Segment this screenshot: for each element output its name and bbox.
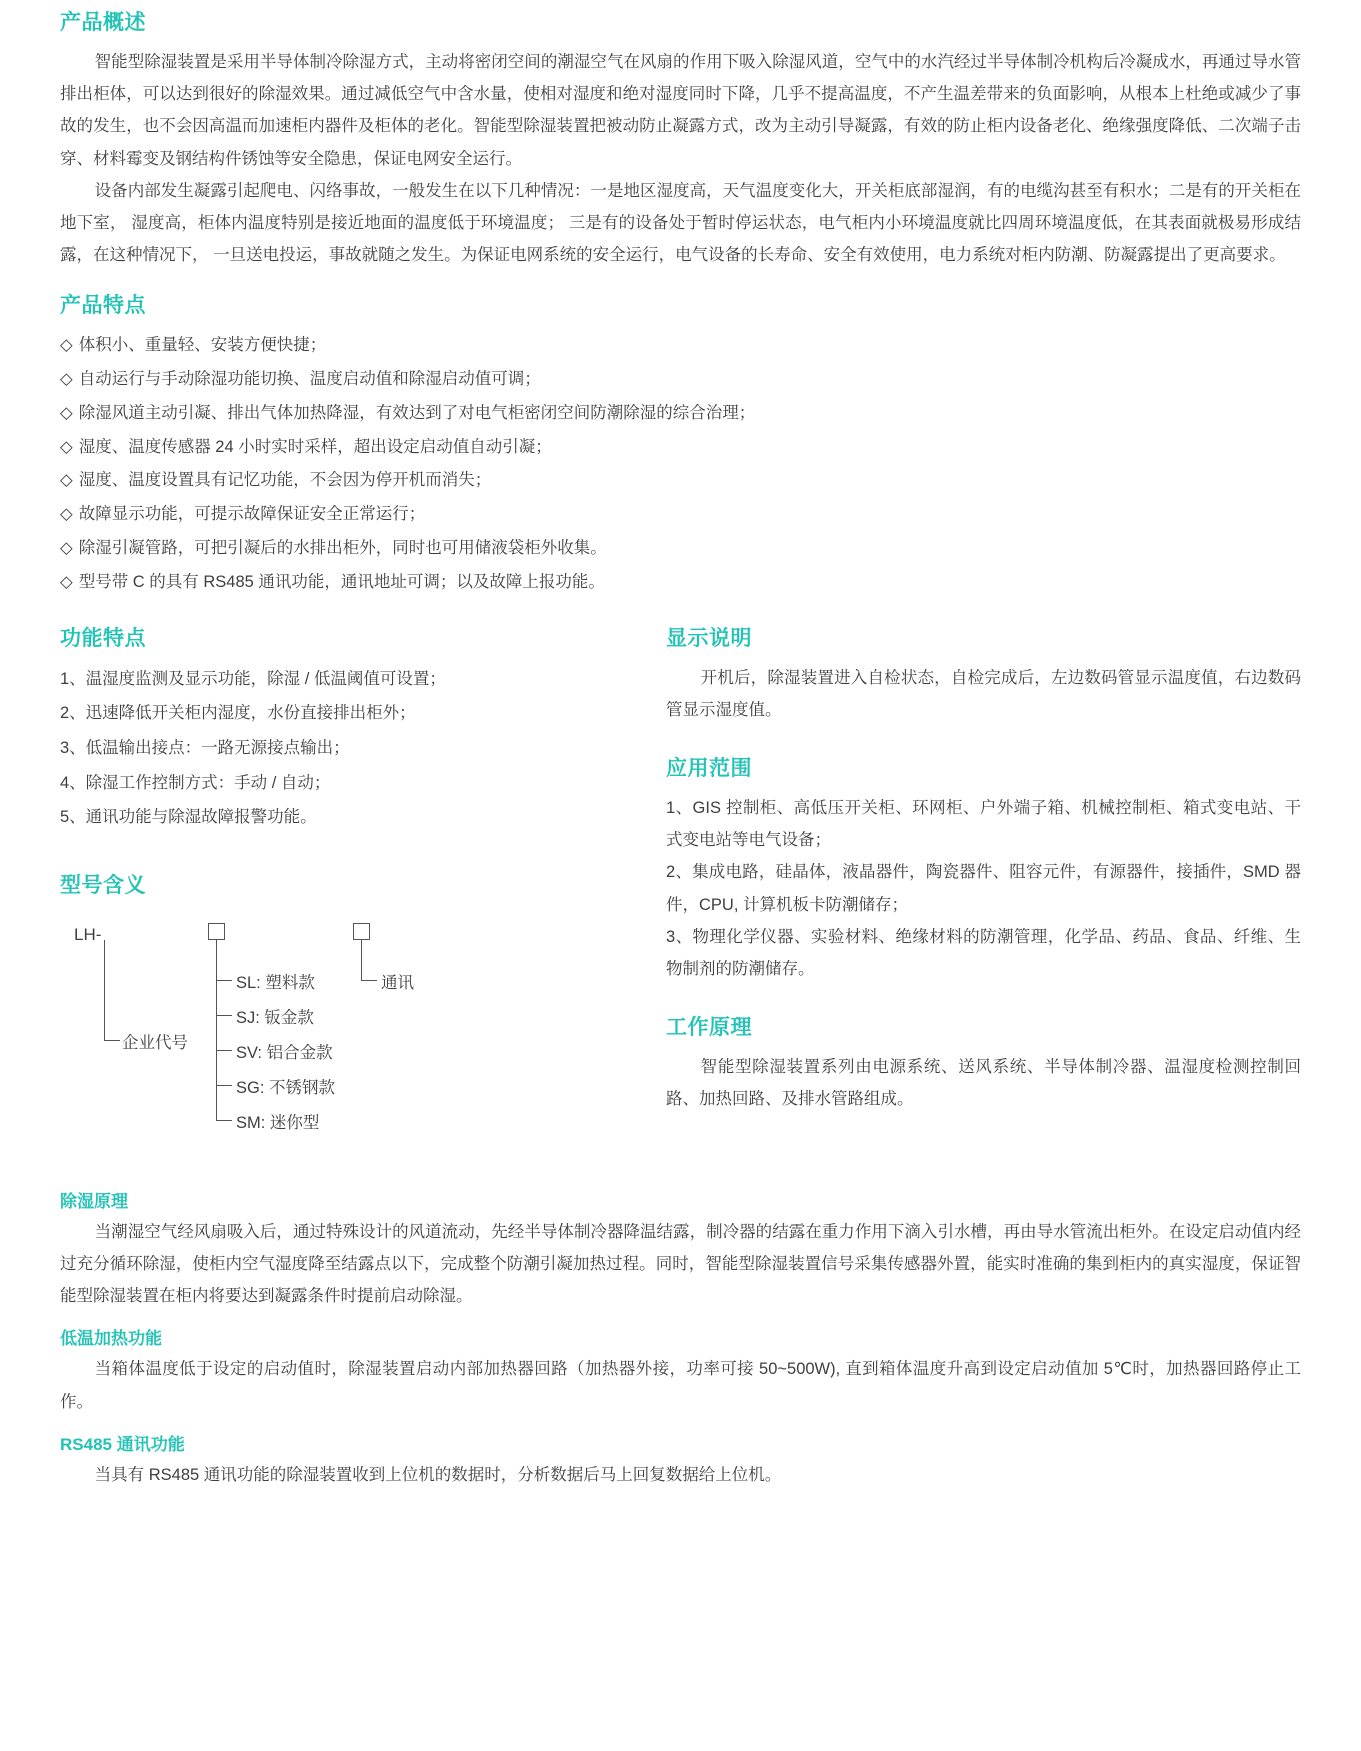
list-item: 1、温湿度监测及显示功能，除湿 / 低温阈值可设置； (60, 669, 446, 688)
diagram-branch-tick-2 (216, 1015, 232, 1016)
section-function-features (60, 622, 620, 835)
list-item (60, 498, 1301, 532)
bottom-sections (60, 1187, 1301, 1491)
section-product-overview (60, 6, 1301, 271)
application-item-1: 1、GIS 控制柜、高低压开关柜、环网柜、户外端子箱、机械控制柜、箱式变电站、干式变电站等电气设备； (666, 799, 1301, 850)
section-title-model-meaning: 型号含义 (60, 873, 146, 897)
function-feature-list (60, 662, 620, 835)
list-item (60, 566, 1301, 600)
variant-label-sm: SM: 迷你型 (236, 1113, 320, 1132)
model-placeholder-box-2 (353, 923, 370, 940)
diamond-icon: ◇ (60, 403, 73, 422)
two-column-area (60, 622, 1301, 1157)
list-item (60, 464, 1301, 498)
application-item-2: 2、集成电路，硅晶体，液晶器件，陶瓷器件、阻容元件，有源器件，接插件，SMD 器件，CPU, 计算机板卡防潮储存； (666, 863, 1301, 914)
diagram-line-company-h (104, 1040, 120, 1041)
variant-label-sl: SL: 塑料款 (236, 973, 315, 992)
dehumid-principle-text: 当潮湿空气经风扇吸入后，通过特殊设计的风道流动，先经半导体制冷器降温结露，制冷器的结露在重力作用下滴入引水槽，再由导水管流出柜外。在设定启动值内经过充分循环除湿，使柜内空气湿度降至结露点以下，完成整个防潮引凝加热过程。同时，智能型除湿装置信号采集传感器外置，能实时准确的集到柜内的真实湿度，保证智能型除湿装置在柜内将要达到凝露条件时提前启动除湿。 (60, 1222, 1301, 1306)
display-note-text: 开机后，除湿装置进入自检状态，自检完成后，左边数码管显示温度值，右边数码管显示湿度值。 (666, 668, 1301, 719)
section-dehumid-principle (60, 1187, 1301, 1313)
section-title-display-note: 显示说明 (666, 626, 752, 650)
section-title-overview: 产品概述 (60, 11, 146, 34)
section-application-range (666, 752, 1301, 985)
list-item (60, 363, 1301, 397)
variant-label-sj: SJ: 钣金款 (236, 1008, 314, 1027)
model-prefix-label: LH- (74, 924, 102, 944)
diamond-icon: ◇ (60, 437, 73, 456)
feature-text: 除湿风道主动引凝、排出气体加热降湿，有效达到了对电气柜密闭空间防潮除湿的综合治理； (78, 403, 756, 422)
diamond-icon: ◇ (60, 572, 73, 591)
section-title-function-features: 功能特点 (60, 626, 146, 650)
list-item: 2、迅速降低开关柜内湿度，水份直接排出柜外； (60, 704, 416, 723)
variant-label-sg: SG: 不锈钢款 (236, 1078, 336, 1097)
section-title-rs485: RS485 通讯功能 (60, 1434, 185, 1454)
diamond-icon: ◇ (60, 370, 73, 389)
section-model-meaning (60, 869, 620, 1157)
comm-label: 通讯 (381, 973, 414, 992)
section-display-note (666, 622, 1301, 726)
section-rs485 (60, 1430, 1301, 1491)
diagram-branch-tick-4 (216, 1085, 232, 1086)
variant-label-sv: SV: 铝合金款 (236, 1043, 333, 1062)
section-title-dehumid-principle: 除湿原理 (60, 1191, 128, 1211)
section-title-features: 产品特点 (60, 294, 146, 318)
diagram-line-variant (216, 940, 217, 980)
diamond-icon: ◇ (60, 539, 73, 558)
feature-text: 除湿引凝管路，可把引凝后的水排出柜外，同时也可用储液袋柜外收集。 (78, 539, 607, 558)
diagram-comm-tick (361, 980, 377, 981)
section-working-principle (666, 1011, 1301, 1115)
list-item: 5、通讯功能与除湿故障报警功能。 (60, 808, 317, 827)
overview-paragraph-2: 设备内部发生凝露引起爬电、闪络事故，一般发生在以下几种情况：一是地区湿度高，天气温度变化大，开关柜底部湿润，有的电缆沟甚至有积水；二是有的开关柜在地下室， 湿度高，柜体内温度特别是接近地面的温度低于环境温度； 三是有的设备处于暂时停运状态，电气柜内小环境温度就比四周环境温度低，在其表面就极易形成结露，在这种情况下， 一旦送电投运，事故就随之发生。为保证电网系统的安全运行，电气设备的长寿命、安全有效使用，电力系统对柜内防潮、防凝露提出了更高要求。 (60, 181, 1301, 265)
working-principle-text: 智能型除湿装置系列由电源系统、送风系统、半导体制冷器、温湿度检测控制回路、加热回路、及排水管路组成。 (666, 1058, 1301, 1109)
section-product-features (60, 289, 1301, 600)
section-title-low-temp-heating: 低温加热功能 (60, 1329, 162, 1349)
section-low-temp-heating (60, 1324, 1301, 1417)
section-title-working-principle: 工作原理 (666, 1016, 752, 1040)
low-temp-heating-text: 当箱体温度低于设定的启动值时，除湿装置启动内部加热器回路（加热器外接，功率可接 50~500W), 直到箱体温度升高到设定启动值加 5℃时，加热器回路停止工作。 (60, 1360, 1301, 1411)
diamond-icon: ◇ (60, 505, 73, 524)
diagram-line-company (104, 940, 105, 1040)
column-right (666, 622, 1301, 1157)
diagram-branch-tick-1 (216, 980, 232, 981)
rs485-text: 当具有 RS485 通讯功能的除湿装置收到上位机的数据时，分析数据后马上回复数据给上位机。 (94, 1465, 782, 1484)
feature-text: 体积小、重量轻、安装方便快捷； (78, 336, 327, 355)
column-left (60, 622, 620, 1157)
diamond-icon: ◇ (60, 471, 73, 490)
diagram-branch-tick-3 (216, 1050, 232, 1051)
list-item: 3、低温输出接点：一路无源接点输出； (60, 738, 350, 757)
model-code-diagram (60, 917, 600, 1157)
list-item (60, 329, 1301, 363)
feature-text: 湿度、温度传感器 24 小时实时采样，超出设定启动值自动引凝； (78, 437, 552, 456)
feature-text: 自动运行与手动除湿功能切换、温度启动值和除湿启动值可调； (78, 370, 541, 389)
model-placeholder-box-1 (208, 923, 225, 940)
list-item: 4、除湿工作控制方式：手动 / 自动； (60, 773, 331, 792)
diagram-branch-tick-5 (216, 1120, 232, 1121)
feature-text: 型号带 C 的具有 RS485 通讯功能，通讯地址可调；以及故障上报功能。 (78, 572, 605, 591)
feature-text: 湿度、温度设置具有记忆功能，不会因为停开机而消失； (78, 471, 492, 490)
feature-text: 故障显示功能，可提示故障保证安全正常运行； (78, 505, 426, 524)
list-item (60, 532, 1301, 566)
list-item (60, 397, 1301, 431)
section-title-application: 应用范围 (666, 757, 752, 781)
feature-list (60, 329, 1301, 600)
list-item (60, 431, 1301, 465)
company-code-label: 企业代号 (122, 1033, 188, 1052)
diagram-line-comm (361, 940, 362, 980)
application-item-3: 3、物理化学仪器、实验材料、绝缘材料的防潮管理，化学品、药品、食品、纤维、生物制剂的防潮储存。 (666, 927, 1301, 978)
diamond-icon: ◇ (60, 336, 73, 355)
overview-paragraph-1: 智能型除湿装置是采用半导体制冷除湿方式，主动将密闭空间的潮湿空气在风扇的作用下吸入除湿风道，空气中的水汽经过半导体制冷机构后冷凝成水，再通过导水管排出柜体，可以达到很好的除湿效果。通过减低空气中含水量，使相对湿度和绝对湿度同时下降，几乎不提高温度，不产生温差带来的负面影响，从根本上杜绝或减少了事故的发生，也不会因高温而加速柜内器件及柜体的老化。智能型除湿装置把被动防止凝露方式，改为主动引导凝露，有效的防止柜内设备老化、绝缘强度降低、二次端子击穿、材料霉变及钢结构件锈蚀等安全隐患，保证电网安全运行。 (60, 53, 1301, 168)
